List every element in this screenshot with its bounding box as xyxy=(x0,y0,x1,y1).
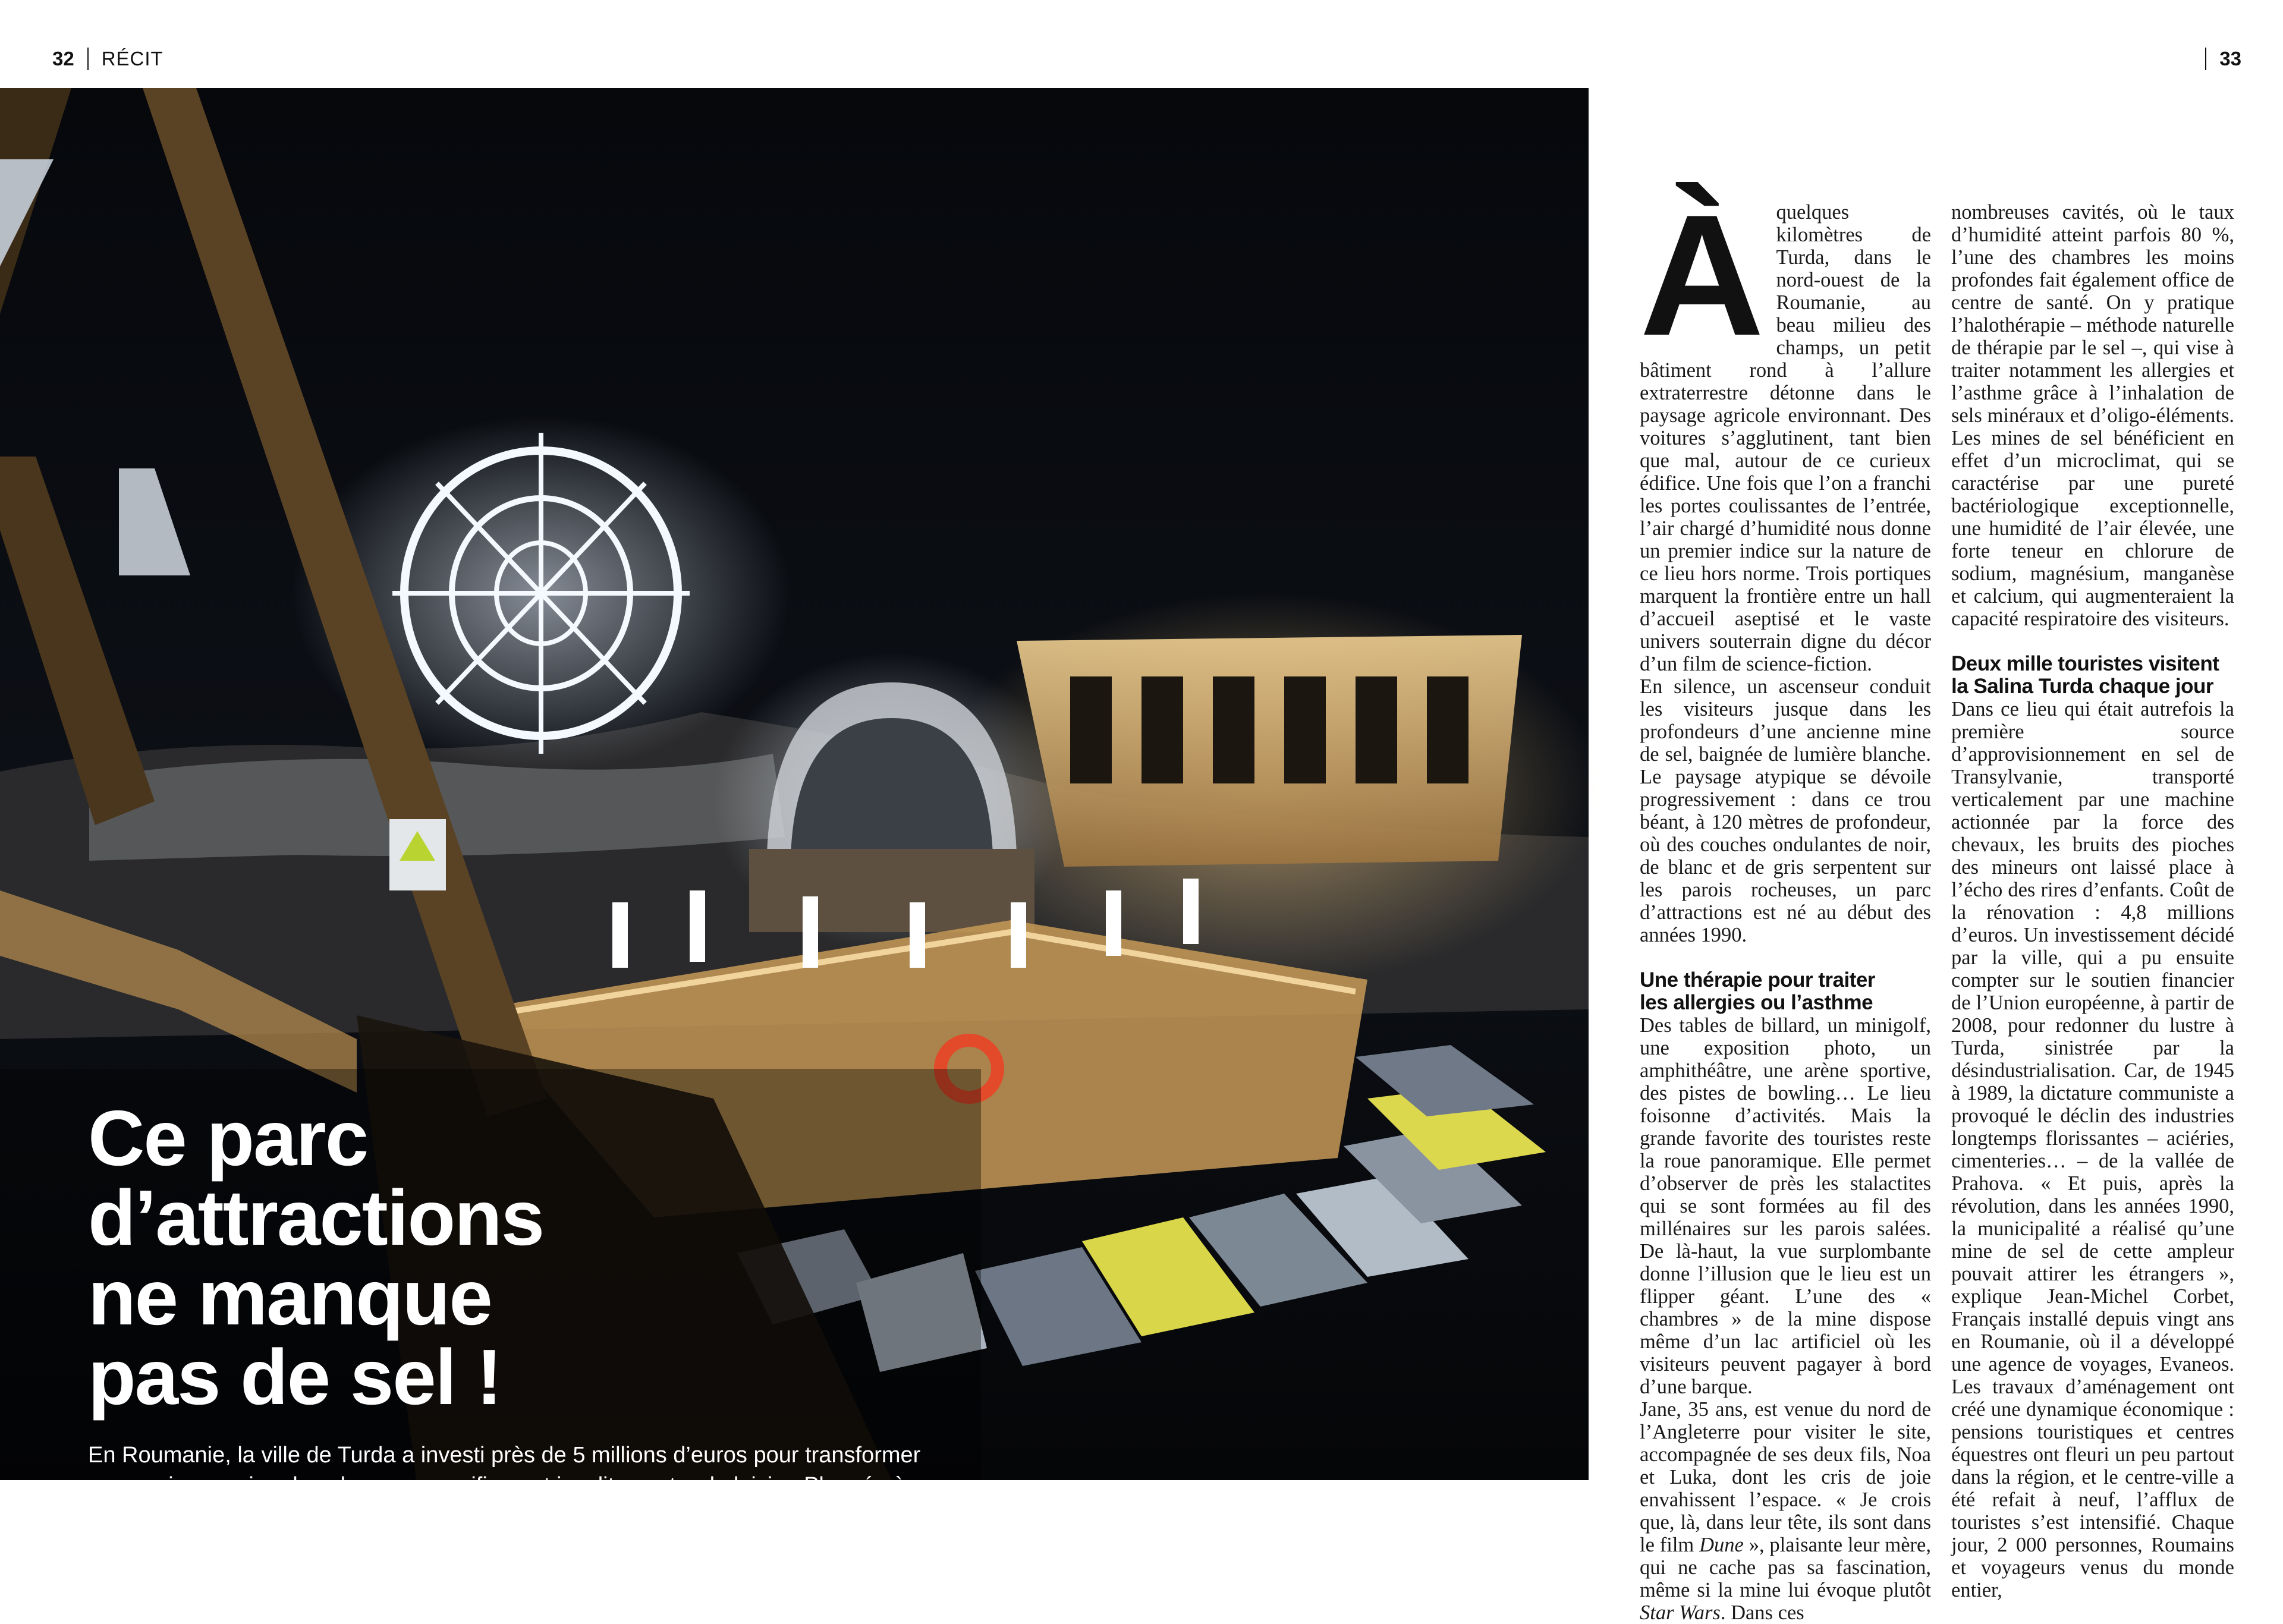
wooden-crown xyxy=(1017,635,1522,867)
byline: PAR VICTOIRE RADENNE, PHOTOS PAULINE GAUER. xyxy=(88,1535,407,1548)
section-label: RÉCIT xyxy=(101,48,163,70)
text-run: Jane, 35 ans, est venue du nord de l’Angleterre pour visiter le site, accompagnée de ses deux fils, Noa et Luka, dont les cris de joie envahissent l’espace. « Je crois que, là, dans leur tête, ils sont dans le film xyxy=(1640,1398,1931,1556)
headline-line: pas de sel ! xyxy=(88,1333,501,1421)
caption-line: est entouré xyxy=(1424,1515,1493,1531)
drop-cap: À xyxy=(1640,179,1765,372)
text-run: », plaisante leur mère, qui ne cache pas sa fascination, même si la mine lui évoque plutôt xyxy=(1640,1534,1931,1601)
subhead xyxy=(1951,653,2234,698)
paragraph: Des tables de billard, un minigolf, une exposition photo, un amphithéâtre, une arène sportive, des pistes de bowling… Le lieu foisonne d’activités. Mais la grande favorite des touristes reste la roue panoramique. Elle permet d’observer de près les stalactites qui se sont formées au fil des millénaires sur les parois salées. De là-haut, la vue surplombante donne l’illusion que le lieu est un flipper géant. L’une des « chambres » de la mine dispose même d’un lac artificiel où les visiteurs peuvent pagayer à bord d’une barque. xyxy=(1640,1014,1931,1398)
page-number-left: 32 xyxy=(52,48,74,70)
folio-divider xyxy=(87,48,89,70)
caption-line: du parc d’attractions xyxy=(1424,1498,1548,1513)
headline-line: ne manque xyxy=(88,1254,492,1341)
headline-line: d’attractions xyxy=(88,1174,544,1261)
subhead-line: Une thérapie pour traiter xyxy=(1640,968,1875,992)
standfirst: En Roumanie, la ville de Turda a investi près de 5 millions d’euros pour transformer une ancienne mine de sel en un magnifique et insolite centre de loisirs. Plongée à 120 mètres sous terre, dans un décor digne de celui d’un film de science-fiction. xyxy=(88,1443,921,1528)
subhead-line: les allergies ou l’asthme xyxy=(1640,991,1873,1014)
paragraph: En silence, un ascenseur conduit les visiteurs jusque dans les profondeurs d’une ancienne mine de sel, baignée de lumière blanche. Le paysage atypique se dévoile progressivement : dans ce trou béant, à 120 mètres de profondeur, où des couches ondulantes de noir, de blanc et de gris serpentent sur les parois rocheuses, un parc d’attractions est né au début des années 1990. xyxy=(1640,675,1931,946)
folio-divider-right xyxy=(2205,48,2206,70)
text-run: . Dans ces xyxy=(1720,1601,1804,1624)
caption-line: d’un lac artificiel. xyxy=(1424,1532,1526,1548)
paragraph xyxy=(1640,1398,1931,1624)
subhead-line: la Salina Turda chaque jour xyxy=(1951,675,2213,698)
caption-line: Le pôle central xyxy=(1424,1481,1514,1496)
photo-caption xyxy=(1424,1480,1579,1549)
page-number-right: 33 xyxy=(2219,48,2241,70)
article-column-1 xyxy=(1640,179,1931,1624)
headline xyxy=(88,1094,861,1421)
subhead xyxy=(1640,969,1931,1014)
folio-left xyxy=(52,48,163,70)
article-column-2 xyxy=(1951,201,2234,1601)
paragraph: nombreuses cavités, où le taux d’humidité atteint parfois 80 %, l’une des chambres les moins profondes fait également office de centre de santé. On y pratique l’halothérapie – méthode naturelle de thérapie par le sel –, qui vise à traiter notamment les allergies et l’asthme grâce à l’inhalation de sels minéraux et d’oligo-éléments. Les mines de sel bénéficient en effet d’un microclimat, qui se caractérise par une pureté bactériologique exceptionnelle, une humidité de l’air élevée, une forte teneur en chlorure de sodium, magnésium, manganèse et calcium, qui augmenteraient la capacité respiratoire des visiteurs. xyxy=(1951,201,2234,630)
folio-right xyxy=(2192,48,2241,70)
film-title: Star Wars xyxy=(1640,1601,1721,1624)
subhead-line: Deux mille touristes visitent xyxy=(1951,652,2219,675)
hero-photo xyxy=(0,88,1589,1548)
paragraph: Dans ce lieu qui était autrefois la première source d’approvisionnement en sel de Transylvanie, transporté verticalement par une machine actionnée par la force des chevaux, les bruits des pioches des mineurs ont laissé place à l’écho des rires d’enfants. Coût de la rénovation : 4,8 millions d’euros. Un investissement décidé par la ville, qui a pu ensuite compter sur le soutien financier de l’Union européenne, à partir de 2008, pour redonner du lustre à Turda, sinistrée par la désindustrialisation. Car, de 1945 à 1989, la dictature communiste a provoqué le déclin des industries longtemps florissantes – aciéries, cimenteries… – de la vallée de Prahova. « Et puis, après la révolution, dans les années 1990, la municipalité a réalisé qu’une mine de sel de cette ampleur pouvait attirer les étrangers », explique Jean-Michel Corbet, Français installé depuis vingt ans en Roumanie, où il a développé une agence de voyages, Evaneos. Les travaux d’aménagement ont créé une dynamique économique : pensions touristiques et centres équestres ont fleuri un peu partout dans la région, et le centre-ville a été refait à neuf, l’afflux de touristes s’est intensifié. Chaque jour, 2 000 personnes, Roumains et voyageurs venus du monde entier, xyxy=(1951,698,2234,1601)
paragraph: quelques kilomètres de Turda, dans le nord-ouest de la Roumanie, au beau milieu des champs, un petit bâtiment rond à l’allure extraterrestre détonne dans le paysage agricole environnant. Des voitures s’agglutinent, tant bien que mal, autour de ce curieux édifice. Une fois que l’on a franchi les portes coulissantes de l’entrée, l’air chargé d’humidité nous donne un premier indice sur la nature de ce lieu hors norme. Trois portiques marquent la frontière entre un hall d’accueil aseptisé et le vaste univers souterrain digne du décor d’un film de science-fiction. xyxy=(1640,201,1931,675)
film-title: Dune xyxy=(1699,1534,1744,1556)
headline-line: Ce parc xyxy=(88,1094,368,1182)
